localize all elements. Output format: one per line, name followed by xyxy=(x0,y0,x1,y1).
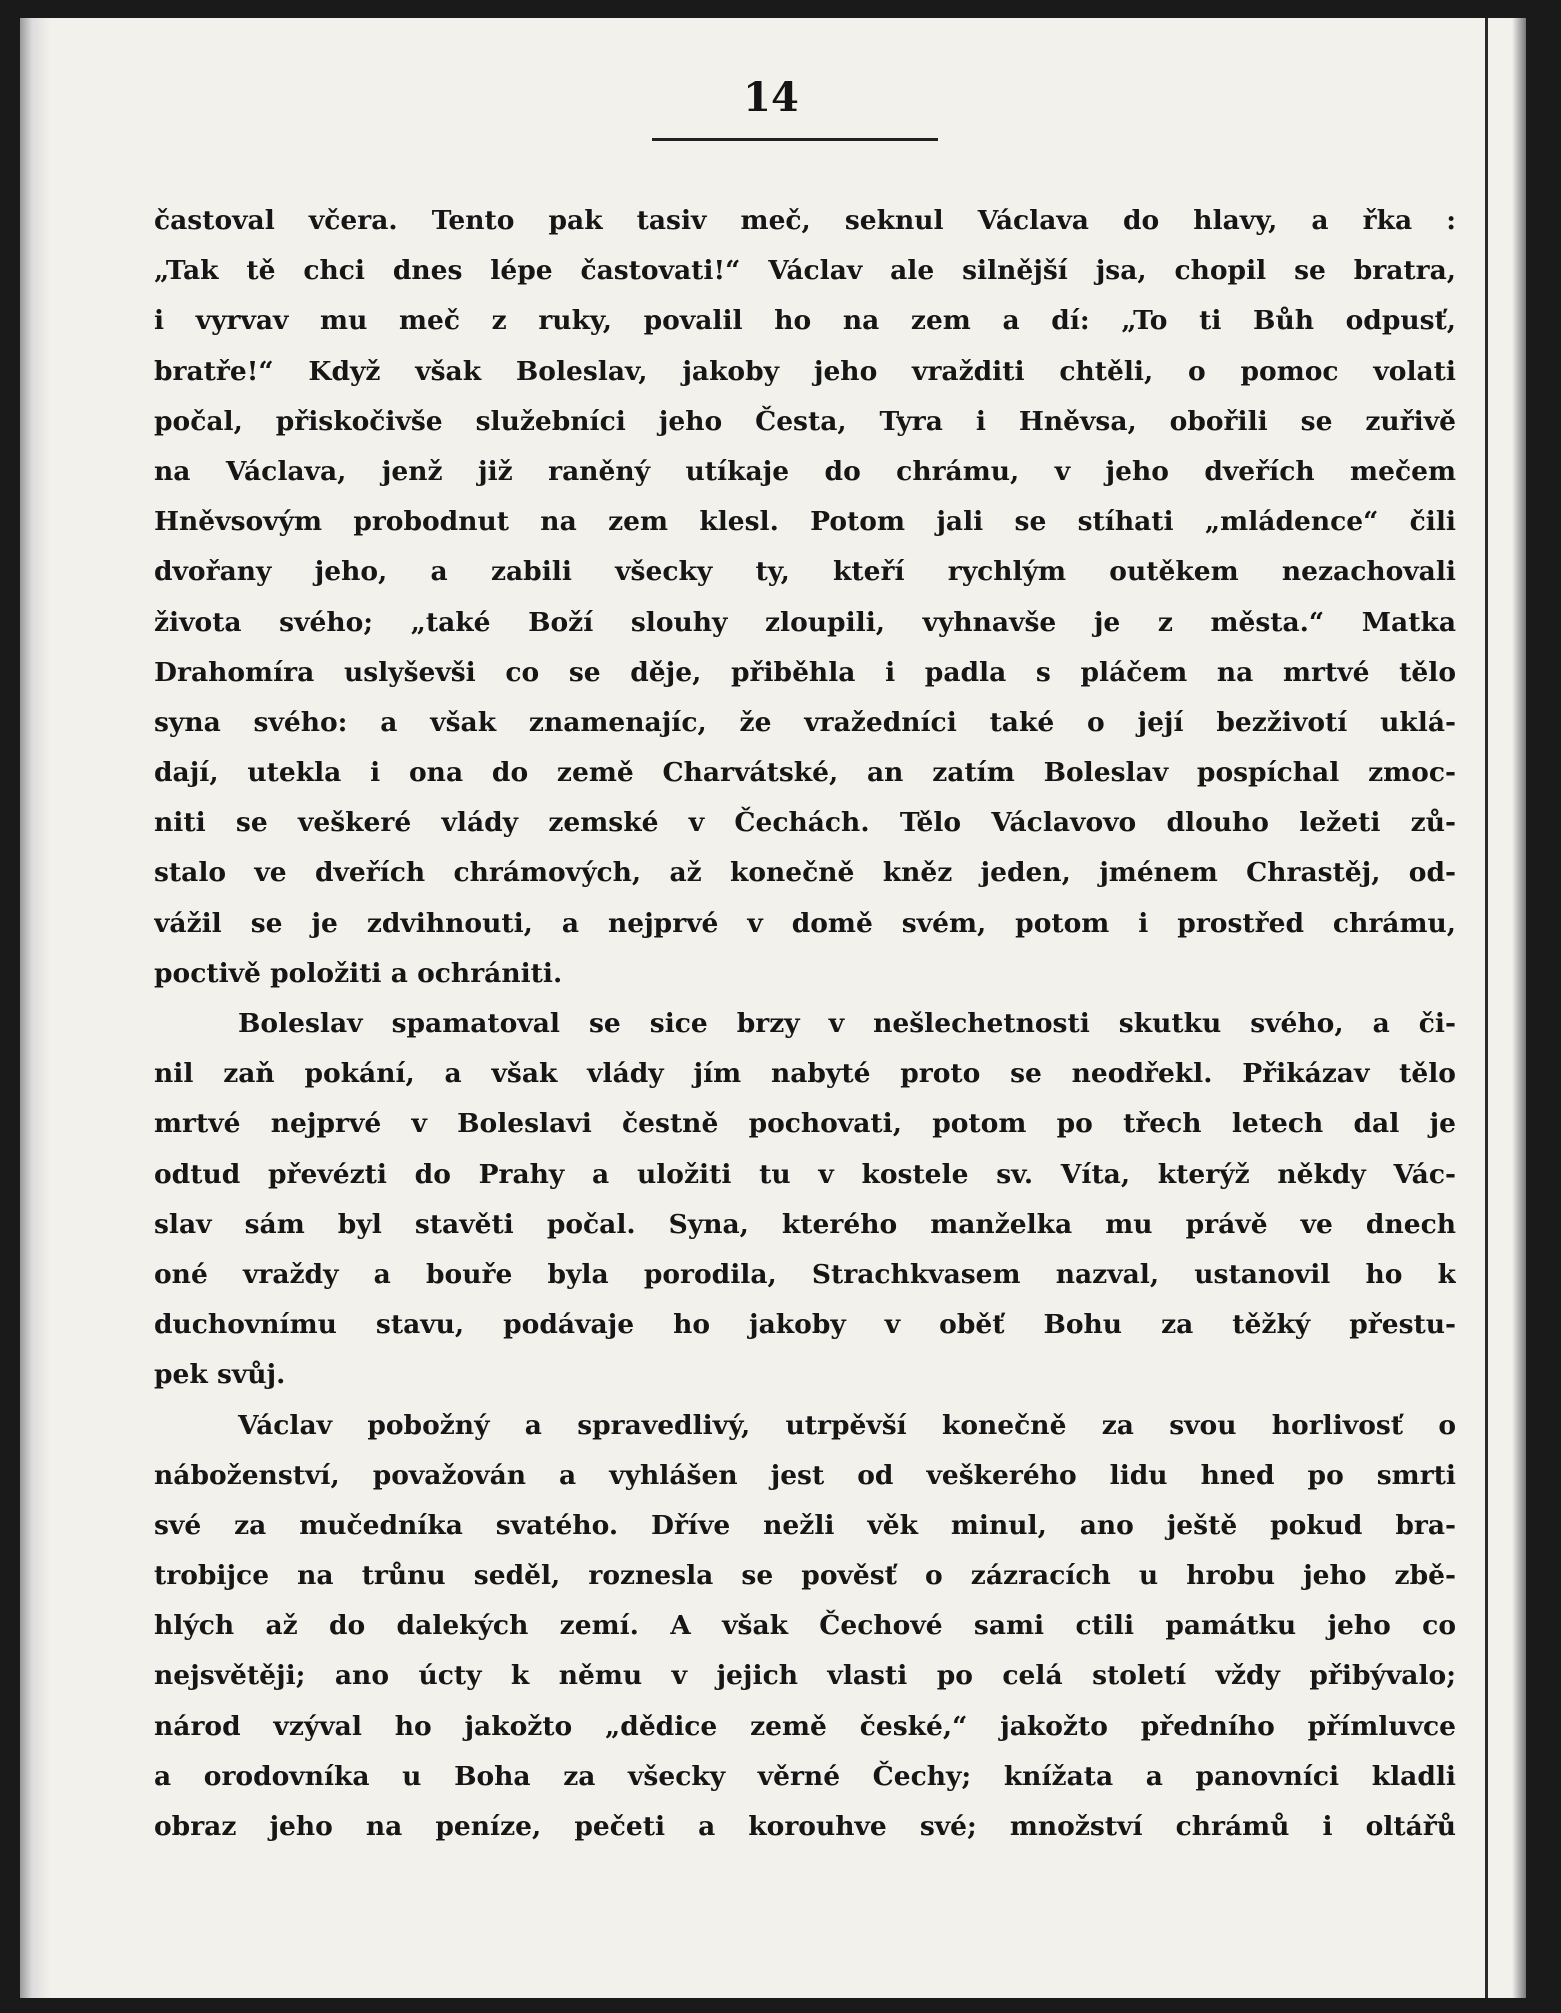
text-line: niti se veškeré vlády zemské v Čechách. Tělo Václavovo dlouho ležeti zů- xyxy=(154,807,1456,839)
text-line: duchovnímu stavu, podávaje ho jakoby v oběť Bohu za těžký přestu- xyxy=(154,1309,1456,1341)
text-line: vážil se je zdvihnouti, a nejprvé v domě svém, potom i prostřed chrámu, xyxy=(154,907,1456,939)
text-line: nejsvětěji; ano úcty k němu v jejich vlasti po celá století vždy přibývalo; xyxy=(154,1660,1456,1692)
text-line: oné vraždy a bouře byla porodila, Strachkvasem nazval, ustanovil ho k xyxy=(154,1258,1456,1290)
text-line: slav sám byl stavěti počal. Syna, kterého manželka mu právě ve dnech xyxy=(154,1208,1456,1240)
text-line: trobijce na trůnu seděl, roznesla se pověsť o zázracích u hrobu jeho zbě- xyxy=(154,1560,1456,1592)
text-line: pek svůj. xyxy=(154,1359,286,1391)
text-line: i vyrvav mu meč z ruky, povalil ho na zem a dí: „To ti Bůh odpusť, xyxy=(154,305,1456,337)
text-line: národ vzýval ho jakožto „dědice země české,“ jakožto předního přímluvce xyxy=(154,1710,1456,1742)
text-line: života svého; „také Boží slouhy zloupili, vyhnavše je z města.“ Matka xyxy=(154,606,1456,638)
text-line: poctivě položiti a ochrániti. xyxy=(154,957,563,989)
text-line: náboženství, považován a vyhlášen jest od veškerého lidu hned po smrti xyxy=(154,1459,1456,1491)
text-line: dvořany jeho, a zabili všecky ty, kteří rychlým outěkem nezachovali xyxy=(154,556,1456,588)
book-page xyxy=(20,18,1526,1998)
text-line: na Václava, jenž již raněný utíkaje do chrámu, v jeho dveřích mečem xyxy=(154,455,1456,487)
text-line: své za mučedníka svatého. Dříve nežli věk minul, ano ještě pokud bra- xyxy=(154,1509,1456,1541)
text-line: Václav pobožný a spravedlivý, utrpěvší konečně za svou horlivosť o xyxy=(238,1409,1456,1441)
text-line: častoval včera. Tento pak tasiv meč, seknul Václava do hlavy, a řka : xyxy=(154,205,1456,236)
text-line: stalo ve dveřích chrámových, až konečně kněz jeden, jménem Chrastěj, od- xyxy=(154,857,1456,889)
page-number: 14 xyxy=(743,74,799,121)
text-line: Hněvsovým probodnut na zem klesl. Potom jali se stíhati „mládence“ čili xyxy=(154,506,1456,538)
text-line: odtud převézti do Prahy a uložiti tu v kostele sv. Víta, kterýž někdy Vác- xyxy=(154,1158,1456,1190)
text-line: Boleslav spamatoval se sice brzy v nešlechetnosti skutku svého, a či- xyxy=(238,1008,1456,1039)
page-edge-rule xyxy=(1485,18,1488,1998)
text-line: syna svého: a však znamenajíc, že vražedníci také o její bezživotí uklá- xyxy=(154,706,1456,738)
text-line: dají, utekla i ona do země Charvátské, an zatím Boleslav pospíchal zmoc- xyxy=(154,757,1456,789)
text-line: „Tak tě chci dnes lépe častovati!“ Václav ale silnější jsa, chopil se bratra, xyxy=(154,255,1456,287)
text-line: a orodovníka u Boha za všecky věrné Čechy; knížata a panovníci kladli xyxy=(154,1760,1456,1792)
header-rule xyxy=(652,138,938,141)
text-line: obraz jeho na peníze, pečeti a korouhve své; množství chrámů i oltářů xyxy=(154,1811,1456,1842)
text-line: mrtvé nejprvé v Boleslavi čestně pochovati, potom po třech letech dal je xyxy=(154,1108,1456,1140)
text-line: hlých až do dalekých zemí. A však Čechové sami ctili památku jeho co xyxy=(154,1610,1456,1642)
text-line: počal, přiskočivše služebníci jeho Česta, Tyra i Hněvsa, obořili se zuřivě xyxy=(154,405,1456,437)
text-line: nil zaň pokání, a však vlády jím nabyté proto se neodřekl. Přikázav tělo xyxy=(154,1058,1456,1090)
text-line: Drahomíra uslyševši co se děje, přiběhla i padla s pláčem na mrtvé tělo xyxy=(154,656,1456,688)
text-line: bratře!“ Když však Boleslav, jakoby jeho vražditi chtěli, o pomoc volati xyxy=(154,355,1456,387)
body-text xyxy=(154,196,1456,1852)
